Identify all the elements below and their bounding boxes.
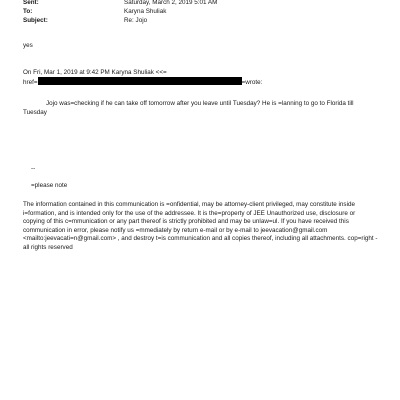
href-prefix: href=: [23, 79, 38, 86]
href-suffix: =wrote:: [241, 79, 263, 86]
sent-row: [23, 0, 217, 7]
redaction-bar: [38, 77, 242, 85]
quoted-message-line2: Tuesday: [23, 109, 47, 116]
confidentiality-disclaimer: The information contained in this communication is =onfidential, may be attorney-client privileged, may constitute inside i=formation, and is intended only for the use of the addressee. It is the=property of JEE Unauthorized use, disclosure or copying of this c=mmunication or any part thereof is strictly prohibited and may be unlaw=ul. If you have received this communication in error, please notify us =mmediately by return e-mail or by e-mail to jeevacation@gmail.com <mailto:jeevacati=n@gmail.com> , and destroy t=is communication and all copies thereof, including all attachments. cop=right -all rights reserved: [23, 201, 378, 251]
sent-value: Saturday, March 2, 2019 5:01 AM: [124, 0, 218, 6]
quote-intro: On Fri, Mar 1, 2019 at 9:42 PM Karyna Shuliak <<=: [23, 69, 167, 76]
to-label: To:: [23, 8, 33, 15]
subject-value: Re: Jojo: [124, 17, 148, 24]
to-row: [23, 8, 166, 16]
signature-separator: --: [31, 165, 36, 172]
reply-text: yes: [23, 42, 33, 49]
quote-href-line: [23, 77, 262, 88]
please-note: =please note: [31, 182, 68, 189]
sent-label: Sent:: [23, 0, 39, 6]
quoted-message-line1: Jojo was=checking if he can take off tomorrow after you leave until Tuesday? He is =lanning to go to Florida till: [46, 100, 354, 107]
to-value: Karyna Shuliak: [124, 8, 167, 15]
subject-row: [23, 17, 147, 25]
subject-label: Subject:: [23, 17, 48, 24]
